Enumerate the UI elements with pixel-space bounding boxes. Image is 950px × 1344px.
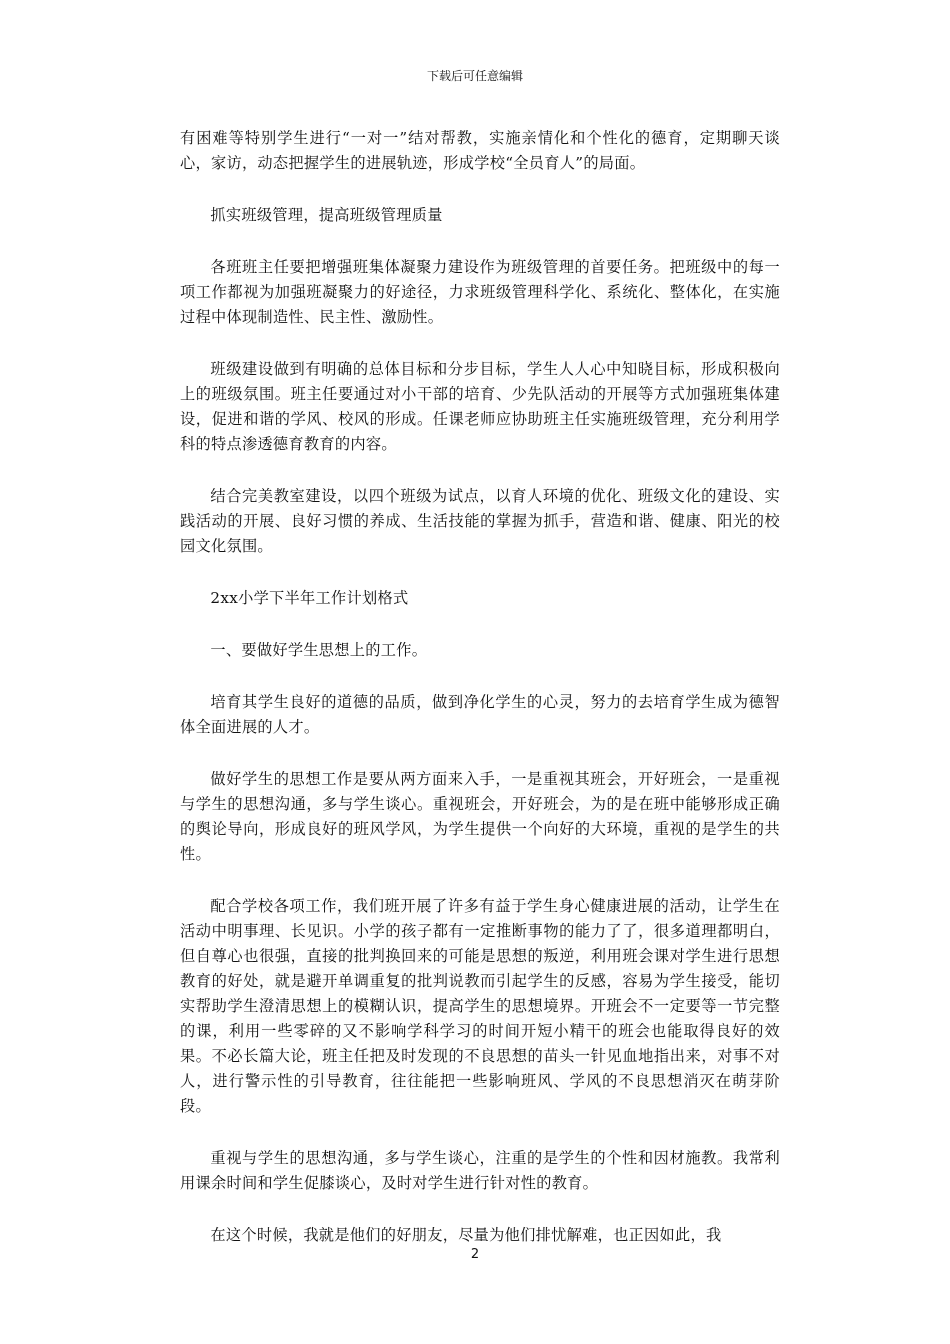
paragraph: 各班班主任要把增强班集体凝聚力建设作为班级管理的首要任务。把班级中的每一项工作都视为加强班凝聚力的好途径，力求班级管理科学化、系统化、整体化，在实施过程中体现制造性、民主性、激励性。 [180,258,780,326]
paragraph: 做好学生的思想工作是要从两方面来入手，一是重视其班会，开好班会，一是重视与学生的思想沟通，多与学生谈心。重视班会，开好班会，为的是在班中能够形成正确的舆论导向，形成良好的班风学风，为学生提供一个向好的大环境，重视的是学生的共性。 [180,770,780,863]
paragraph: 培育其学生良好的道德的品质，做到净化学生的心灵，努力的去培育学生成为德智体全面进展的人才。 [180,693,780,736]
section-heading: 2xx小学下半年工作计划格式 [210,589,409,607]
section-heading: 抓实班级管理，提高班级管理质量 [210,206,443,224]
page-header-note: 下载后可任意编辑 [426,69,523,83]
page-number: 2 [470,1247,480,1262]
section-heading: 一、要做好学生思想上的工作。 [210,641,428,659]
paragraph: 重视与学生的思想沟通，多与学生谈心，注重的是学生的个性和因材施教。我常利用课余时间和学生促膝谈心，及时对学生进行针对性的教育。 [180,1149,780,1192]
paragraph: 班级建设做到有明确的总体目标和分步目标，学生人人心中知晓目标，形成积极向上的班级氛围。班主任要通过对小干部的培育、少先队活动的开展等方式加强班集体建设，促进和谐的学风、校风的形成。任课老师应协助班主任实施班级管理，充分利用学科的特点渗透德育教育的内容。 [180,360,780,453]
paragraph: 配合学校各项工作，我们班开展了许多有益于学生身心健康进展的活动，让学生在活动中明事理、长见识。小学的孩子都有一定推断事物的能力了了，很多道理都明白，但自尊心也很强，直接的批判换回来的可能是思想的叛逆，利用班会课对学生进行思想教育的好处，就是避开单调重复的批判说教而引起学生的反感，容易为学生接受，能切实帮助学生澄清思想上的模糊认识，提高学生的思想境界。开班会不一定要等一节完整的课，利用一些零碎的又不影响学科学习的时间开短小精干的班会也能取得良好的效果。不必长篇大论，班主任把及时发现的不良思想的苗头一针见血地指出来，对事不对人，进行警示性的引导教育，往往能把一些影响班风、学风的不良思想消灭在萌芽阶段。 [180,897,780,1115]
paragraph: 在这个时候，我就是他们的好朋友，尽量为他们排忧解难，也正因如此，我 [210,1226,722,1244]
paragraph: 有困难等特别学生进行“一对一”结对帮教，实施亲情化和个性化的德育，定期聊天谈心，家访，动态把握学生的进展轨迹，形成学校“全员育人”的局面。 [180,129,780,172]
document-body [180,126,780,1275]
paragraph: 结合完美教室建设，以四个班级为试点，以育人环境的优化、班级文化的建设、实践活动的开展、良好习惯的养成、生活技能的掌握为抓手，营造和谐、健康、阳光的校园文化氛围。 [180,487,780,555]
